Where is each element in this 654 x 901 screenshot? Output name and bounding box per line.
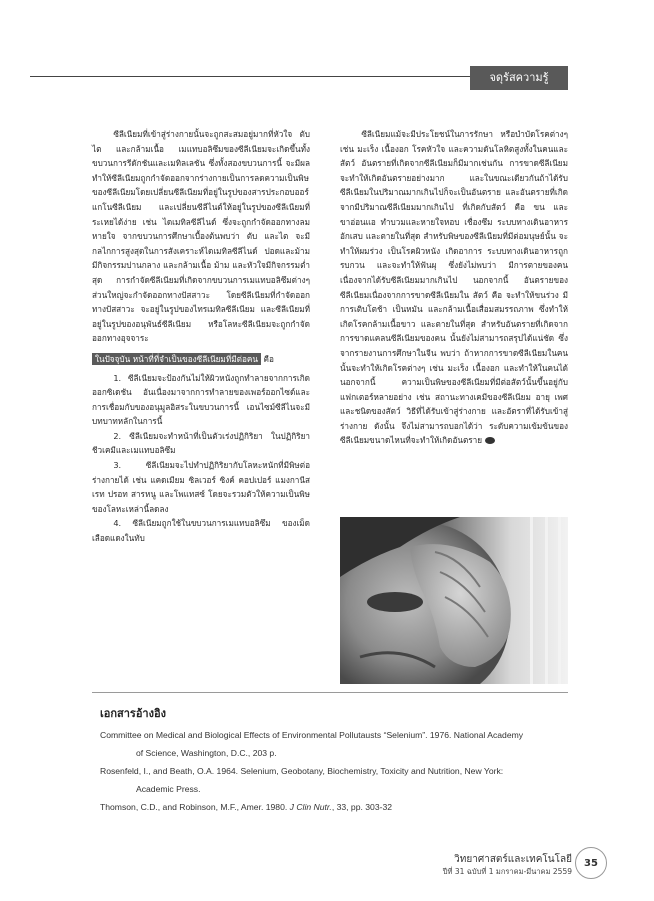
right-paragraph-text: ซีลีเนียมแม้จะมีประโยชน์ในการรักษา หรือบำบัดโรคต่างๆ เช่น มะเร็ง เนื้องอก โรคหัวใจ และความดันโลหิตสูงทั้งในคนและสัตว์ อันตรายที่เกิดจากซีลีเนียมก็มีมากเช่นกัน การขาดซีลีเนียมจะทำให้เกิดอันตรายอย่างมาก และในขณะเดียวกันถ้าได้รับซีลีเนียมในปริมาณมากเกินไปก็จะเป็นอันตราย และอันตรายที่เกิดจากมีปริมาณซีลีเนียมมากเกินไป ที่เกิดกับสัตว์ คือ ขน และขาอ่อนแอ ทำบวมและหายใจหอบ เชื่องซึม ระบบทางเดินอาหารอักเสบ และตายในที่สุด สำหรับพิษของซีลีเนียมที่มีต่อมนุษย์นั้น จะทำให้ผมร่วง เป็นโรคผิวหนัง เกิดอาการ ระบบทางเดินอาหารถูกรบกวน และจะทำให้ฟันผุ ซึ่งยังไม่พบว่า มีการตายของคนเนื่องจากได้รับซีลีเนียมมากเกินไป นอกจากนี้ อันตรายของซีลีเนียมเนื่องจากการขาดซีลีเนียมใน สัตว์ คือ จะทำให้ขนร่วง มีการเติบโตช้า เป็นหมัน และกล้ามเนื้อเสื่อมสมรรถภาพ ซึ่งทำให้เกิดโรคกล้ามเนื้อขาว และตายในที่สุด สำหรับอันตรายที่เกิดจากการขาดแคลนซีลีเนียมของคน นั้นยังไม่สามารถสรุปได้แน่ชัด ซึ่งจากรายงานการศึกษาในจีน พบว่า ถ้าหากการขาดซีลีเนียมในคนนั้นจะทำให้เกิดโรคต่างๆ เช่น มะเร็ง เนื้องอก และทำให้ในคนได้ นอกจากนี้ ความเป็นพิษของซีลีเนียมที่มีต่อสัตว์นั้นขึ้นอยู่กับแฟกเตอร์หลายอย่าง เช่น สถานะทางเคมีของซีลีเนียม อายุ เพศ และชนิดของสัตว์ วิธีที่ได้รับเข้าสู่ร่างกาย และอัตราที่ได้รับเข้าสู่ร่างกาย ดังนั้น จึงไม่สามารถบอกได้ว่า ระดับความเข้มข้นของซีลีเนียมขนาดไหนที่จะทำให้เกิดอันตราย [340, 129, 568, 446]
highlight-text: ในปัจจุบัน หน้าที่ที่จำเป็นของซีลีเนียมที่มีต่อคน [92, 353, 261, 365]
page-number: 35 [575, 847, 607, 879]
left-paragraph: ซีลีเนียมที่เข้าสู่ร่างกายนั้นจะถูกสะสมอยู่มากที่หัวใจ ตับ ไต และกล้ามเนื้อ เมแทบอลิซึมของซีลีเนียมจะเกิดขึ้นทั้งขบวนการรีดักชันและเมทิลเลชัน ซึ่งทั้งสองขบวนการนี้ จะมีผลทำให้ซีลีเนียมถูกกำจัดออกจากร่างกายเป็นการลดความเป็นพิษของซีลีเนียมโดยเปลี่ยนซีลีเนียมที่อยู่ในรูปของสารประกอบออร์แกโนซีลีเนียม และเปลี่ยนซีลีไนต์ให้อยู่ในรูปของซีลีเนียมที่ระเหยได้ง่าย เช่น ไดเมทิลซีลีไนด์ ซึ่งจะถูกกำจัดออกทางลมหายใจ จากขบวนการศึกษาเบื้องต้นพบว่า ตับ และไต จะมีกลไกการสูงสุดในการสังเคราะห์ไดเมทิลซีลีไนด์ ปอดและม้ามมีกิจกรรมปานกลาง และกล้ามเนื้อ ม้าม และหัวใจมีกิจกรรมต่ำ สุด การกำจัดซีลีเนียมที่เกิดจากขบวนการเมแทบอลิซึมต่างๆ ส่วนใหญ่จะกำจัดออกทางปัสสาวะ โดยซีลีเนียมที่กำจัดออกทางปัสสาวะ จะอยู่ในรูปของไทรเมทิลซีลีเนียม และซีลีเนียมที่อยู่ในรูปของอนุพันธ์ซีลีเนียม หรือโลหะซีลีเนียมจะถูกกำจัดออกทางอุจจาระ [92, 129, 310, 344]
list-item-3: 3. ซีลีเนียมจะไปทำปฏิกิริยากับโลหะหนักที่มีพิษต่อร่างกายได้ เช่น แคดเมียม ซิลเวอร์ ซิงค์ คอปเปอร์ แมงกานีส เรท ปรอท สารหนู และโพแทสซ์ โดยจะรวมตัวให้ความเป็นพิษของโลหะเหล่านี้ลดลง [92, 460, 310, 514]
left-column [92, 127, 310, 546]
references-rule [92, 692, 568, 693]
right-paragraph [340, 127, 568, 448]
reference-journal: J Clin Nutr. [289, 802, 332, 812]
reference-text: , 33, pp. 303-32 [331, 802, 393, 812]
references-list [100, 726, 570, 816]
highlight-line [92, 352, 310, 367]
reference-item-continued: Academic Press. [136, 784, 201, 794]
right-column [340, 127, 568, 448]
list-item-2: 2. ซีลีเนียมจะทำหน้าที่เป็นตัวเร่งปฏิกิริยา ในปฏิกิริยาชีวเคมีและเมแทบอลิซึม [92, 430, 310, 456]
list-item-1: 1. ซีลีเนียมจะป้องกันไม่ให้ผิวหนังถูกทำลายจากการเกิดออกซิเดชัน อันเนื่องมาจากการทำลายของเพอร์ออกไซด์และการเชื่อมกับของอนุมูลอิสระในขบวนการนี้ เอนไซม์ซีลีไนจะมีบทบาทหลักในการนี้ [92, 372, 310, 427]
highlight-suffix: คือ [260, 353, 274, 364]
article-photo [340, 517, 568, 684]
footer-issue: ปีที่ 31 ฉบับที่ 1 มกราคม-มีนาคม 2559 [442, 867, 572, 876]
references-title: เอกสารอ้างอิง [100, 707, 166, 720]
section-label: จดุรัสความรู้ [470, 66, 568, 90]
reference-text: Thomson, C.D., and Robinson, M.F., Amer. 1980. [100, 802, 290, 812]
reference-item [100, 798, 570, 816]
end-mark-icon [485, 437, 495, 444]
footer-journal-title: วิทยาศาสตร์และเทคโนโลยี [454, 854, 572, 865]
reference-item: Rosenfeld, I., and Beath, O.A. 1964. Selenium, Geobotany, Biochemistry, Toxicity and Nutrition, New York: [100, 766, 504, 776]
person-rubbing-eye-illustration [340, 517, 568, 684]
reference-item: Committee on Medical and Biological Effects of Environmental Pollutausts “Selenium”. 1976. National Academy [100, 730, 524, 740]
reference-item-continued: of Science, Washington, D.C., 203 p. [136, 748, 277, 758]
list-item-4: 4. ซีลีเนียมถูกใช้ในขบวนการเมแทบอลิซึม ของเม็ดเลือดแดงในทับ [92, 518, 310, 544]
